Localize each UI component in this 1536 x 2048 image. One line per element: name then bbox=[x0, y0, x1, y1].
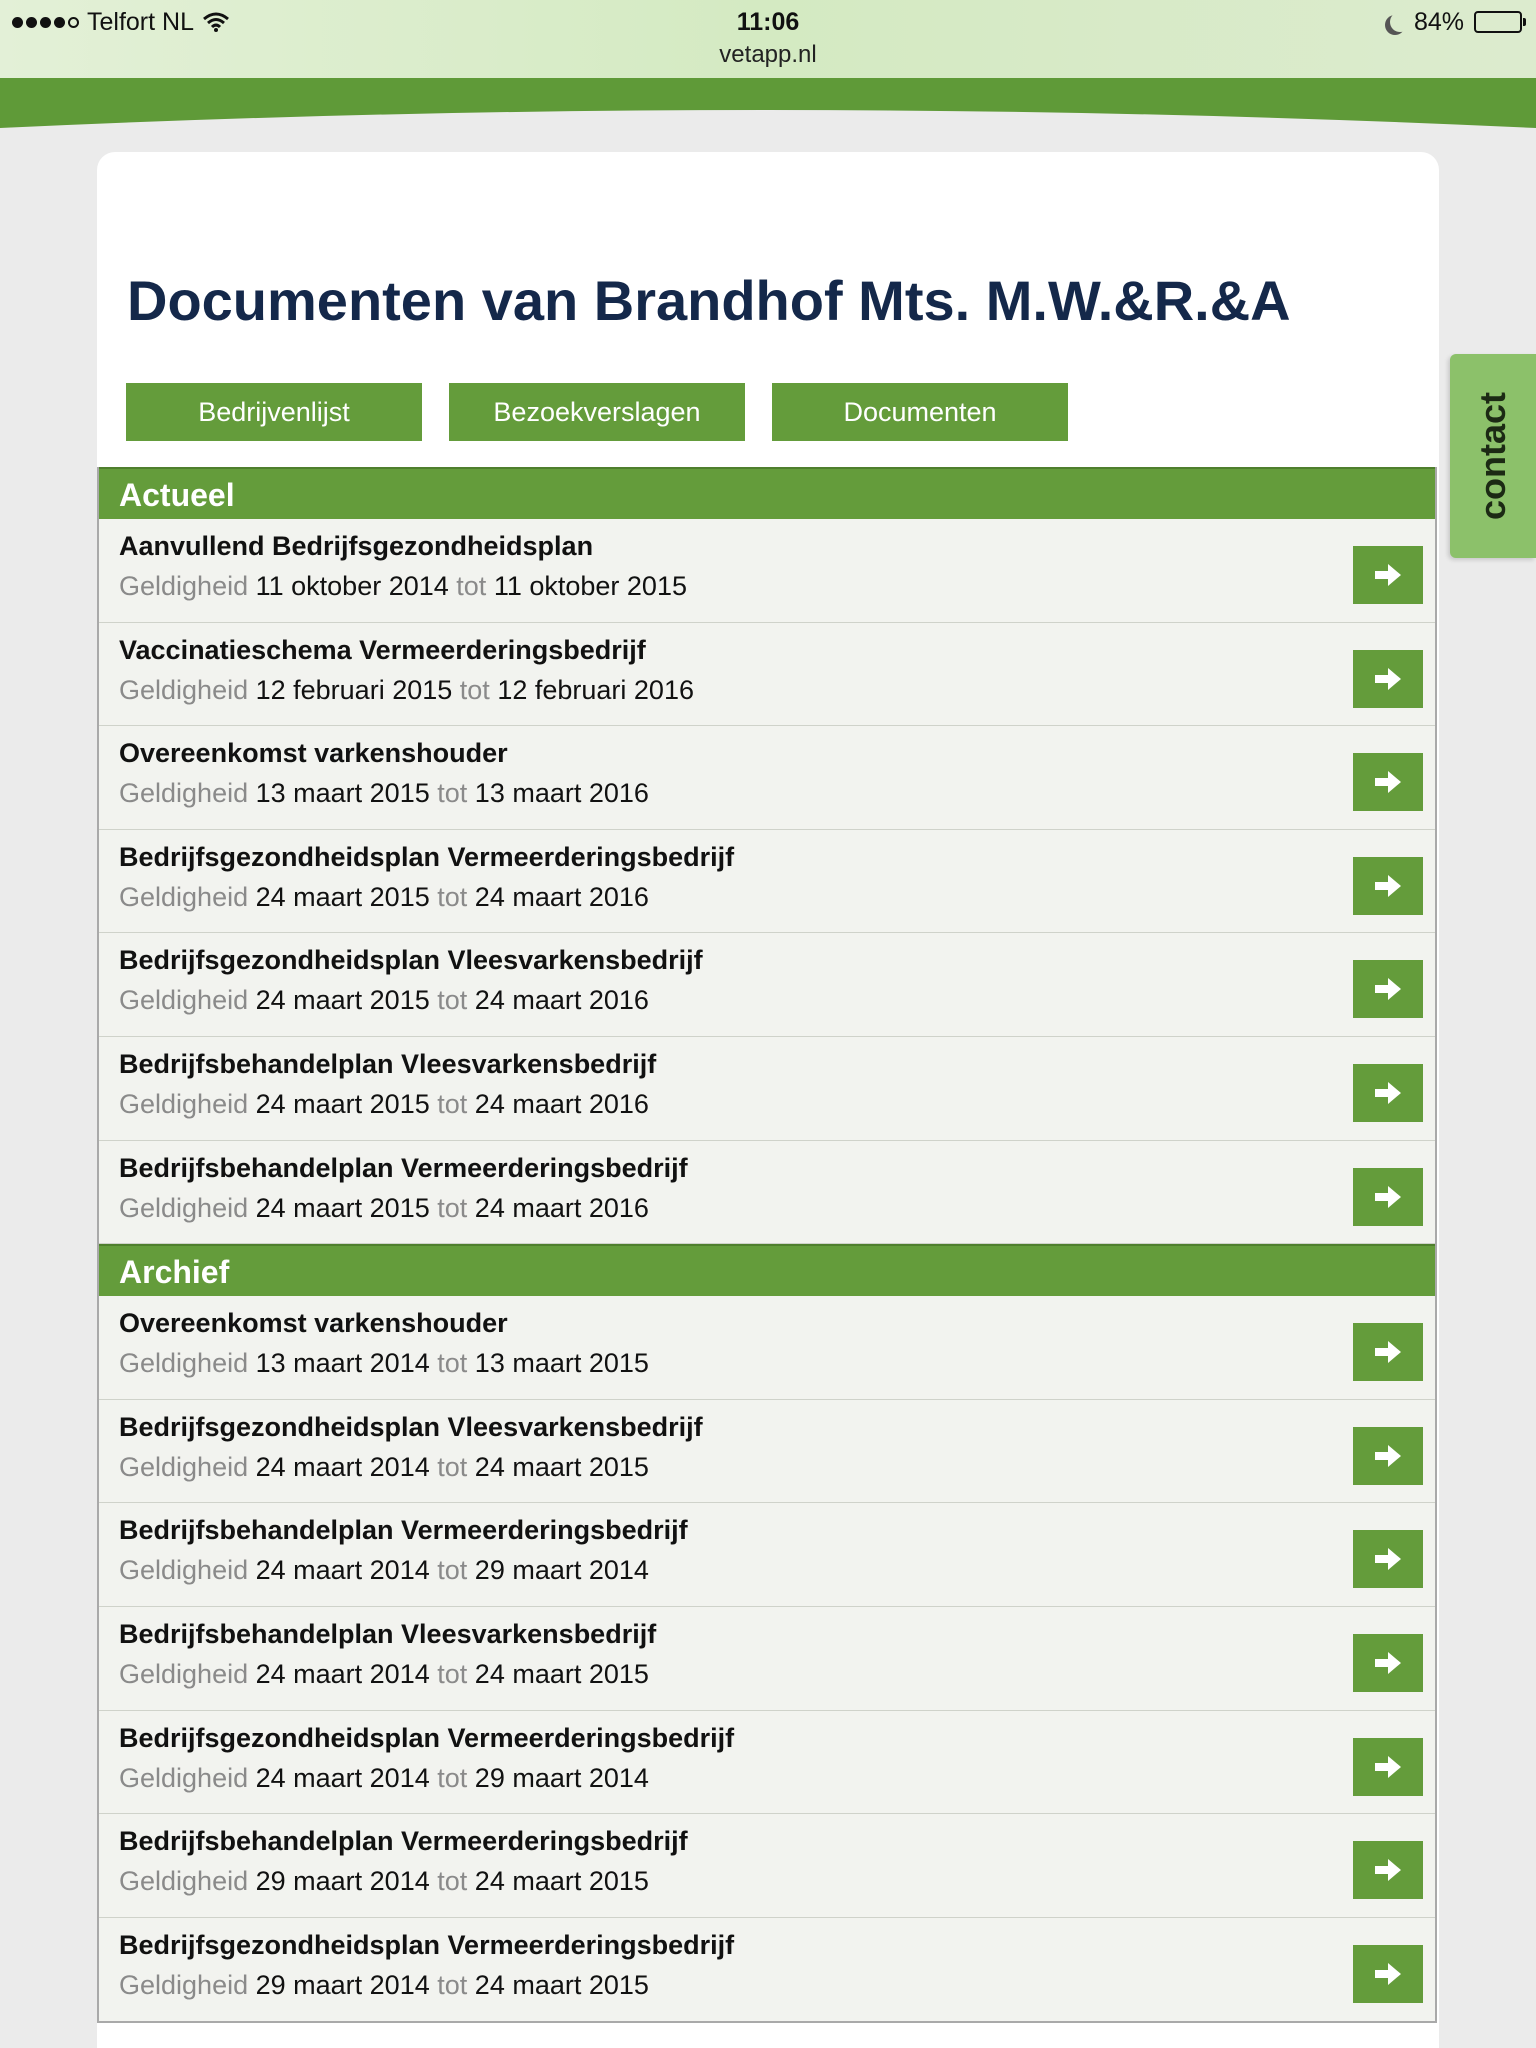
valid-to: 24 maart 2015 bbox=[474, 1658, 649, 1689]
valid-from: 24 maart 2015 bbox=[255, 985, 430, 1016]
bezoekverslagen-button[interactable]: Bezoekverslagen bbox=[449, 383, 745, 441]
valid-from: 24 maart 2015 bbox=[255, 881, 430, 912]
validity-label: Geldigheid bbox=[119, 1555, 249, 1586]
moon-icon bbox=[1390, 12, 1410, 32]
status-bar bbox=[0, 0, 1536, 80]
document-title: Overeenkomst varkenshouder bbox=[119, 1308, 508, 1339]
list-item[interactable] bbox=[99, 1814, 1435, 1918]
validity-label: Geldigheid bbox=[119, 1866, 249, 1897]
validity-label: Geldigheid bbox=[119, 1969, 249, 2000]
document-title: Bedrijfsbehandelplan Vleesvarkensbedrijf bbox=[119, 1618, 657, 1649]
documenten-button[interactable]: Documenten bbox=[772, 383, 1068, 441]
open-document-button[interactable] bbox=[1353, 960, 1423, 1018]
valid-from: 24 maart 2015 bbox=[255, 1088, 430, 1119]
validity-separator: tot bbox=[437, 881, 468, 912]
address-url[interactable]: vetapp.nl bbox=[719, 41, 817, 68]
document-title: Bedrijfsgezondheidsplan Vermeerderingsbedrijf bbox=[119, 841, 735, 872]
open-document-button[interactable] bbox=[1353, 1738, 1423, 1796]
validity-label: Geldigheid bbox=[119, 1192, 249, 1223]
validity-separator: tot bbox=[437, 1088, 468, 1119]
validity-separator: tot bbox=[437, 1762, 468, 1793]
battery-icon bbox=[1474, 11, 1522, 33]
validity-separator: tot bbox=[437, 985, 468, 1016]
open-document-button[interactable] bbox=[1353, 753, 1423, 811]
valid-to: 24 maart 2015 bbox=[474, 1451, 649, 1482]
valid-to: 24 maart 2016 bbox=[474, 881, 649, 912]
valid-from: 29 maart 2014 bbox=[255, 1866, 430, 1897]
list-item[interactable] bbox=[99, 1918, 1435, 2022]
valid-to: 24 maart 2015 bbox=[474, 1969, 649, 2000]
arrow-right-icon bbox=[1373, 769, 1403, 795]
document-title: Bedrijfsbehandelplan Vermeerderingsbedrijf bbox=[119, 1152, 688, 1183]
document-title: Bedrijfsbehandelplan Vermeerderingsbedrijf bbox=[119, 1826, 688, 1857]
contact-label: contact bbox=[1472, 391, 1513, 521]
list-item[interactable] bbox=[99, 623, 1435, 727]
valid-from: 24 maart 2014 bbox=[255, 1658, 430, 1689]
validity-separator: tot bbox=[437, 1348, 468, 1379]
validity-label: Geldigheid bbox=[119, 571, 249, 601]
validity-label: Geldigheid bbox=[119, 1658, 249, 1689]
list-item[interactable] bbox=[99, 1607, 1435, 1711]
valid-to: 12 februari 2016 bbox=[497, 674, 694, 705]
validity-separator: tot bbox=[437, 1451, 468, 1482]
validity-separator: tot bbox=[437, 1969, 468, 2000]
valid-to: 13 maart 2016 bbox=[474, 778, 649, 809]
validity-separator: tot bbox=[459, 674, 490, 705]
arrow-right-icon bbox=[1373, 1754, 1403, 1780]
valid-to: 24 maart 2016 bbox=[474, 1088, 649, 1119]
valid-to: 13 maart 2015 bbox=[474, 1348, 649, 1379]
list-item[interactable] bbox=[99, 519, 1435, 623]
arrow-right-icon bbox=[1373, 1857, 1403, 1883]
validity-label: Geldigheid bbox=[119, 881, 249, 912]
arrow-right-icon bbox=[1373, 562, 1403, 588]
document-validity bbox=[119, 1970, 649, 2001]
valid-from: 13 maart 2014 bbox=[255, 1348, 430, 1379]
valid-to: 24 maart 2016 bbox=[474, 1192, 649, 1223]
validity-separator: tot bbox=[437, 778, 468, 809]
content-card bbox=[97, 152, 1439, 2048]
arrow-right-icon bbox=[1373, 1650, 1403, 1676]
document-validity bbox=[119, 1555, 649, 1586]
open-document-button[interactable] bbox=[1353, 1427, 1423, 1485]
list-item[interactable] bbox=[99, 1400, 1435, 1504]
document-title: Bedrijfsbehandelplan Vermeerderingsbedrijf bbox=[119, 1515, 688, 1546]
carrier-name: Telfort NL bbox=[87, 7, 194, 36]
arrow-right-icon bbox=[1373, 1546, 1403, 1572]
valid-from: 24 maart 2014 bbox=[255, 1451, 430, 1482]
open-document-button[interactable] bbox=[1353, 1168, 1423, 1226]
open-document-button[interactable] bbox=[1353, 546, 1423, 604]
document-validity bbox=[119, 1193, 649, 1224]
arrow-right-icon bbox=[1373, 873, 1403, 899]
arrow-right-icon bbox=[1373, 666, 1403, 692]
document-title: Aanvullend Bedrijfsgezondheidsplan bbox=[119, 531, 594, 561]
validity-label: Geldigheid bbox=[119, 1451, 249, 1482]
validity-label: Geldigheid bbox=[119, 1762, 249, 1793]
arrow-right-icon bbox=[1373, 1184, 1403, 1210]
status-right bbox=[1384, 4, 1522, 40]
validity-separator: tot bbox=[437, 1555, 468, 1586]
arrow-right-icon bbox=[1373, 976, 1403, 1002]
validity-separator: tot bbox=[437, 1658, 468, 1689]
open-document-button[interactable] bbox=[1353, 650, 1423, 708]
contact-tab[interactable] bbox=[1450, 354, 1536, 558]
valid-from: 12 februari 2015 bbox=[255, 674, 453, 705]
document-title: Bedrijfsgezondheidsplan Vermeerderingsbedrijf bbox=[119, 1722, 735, 1753]
list-item[interactable] bbox=[99, 1503, 1435, 1607]
valid-from: 13 maart 2015 bbox=[255, 778, 430, 809]
battery-percent: 84% bbox=[1413, 7, 1464, 36]
document-validity bbox=[119, 985, 649, 1016]
document-validity bbox=[119, 1866, 649, 1897]
list-item[interactable] bbox=[99, 1037, 1435, 1141]
open-document-button[interactable] bbox=[1353, 1064, 1423, 1122]
page-title: Documenten van Brandhof Mts. M.W.&R.&A bbox=[127, 269, 1291, 332]
section-header-archief: Archief bbox=[99, 1244, 1435, 1296]
valid-to: 29 maart 2014 bbox=[474, 1555, 649, 1586]
open-document-button[interactable] bbox=[1353, 1945, 1423, 2003]
document-validity bbox=[119, 1348, 649, 1379]
valid-from: 24 maart 2015 bbox=[255, 1192, 430, 1223]
document-title: Bedrijfsbehandelplan Vleesvarkensbedrijf bbox=[119, 1048, 657, 1079]
arrow-right-icon bbox=[1373, 1961, 1403, 1987]
status-time: 11:06 bbox=[736, 8, 800, 36]
document-validity bbox=[119, 1089, 649, 1120]
open-document-button[interactable] bbox=[1353, 1530, 1423, 1588]
valid-from: 11 oktober 2014 bbox=[255, 571, 449, 601]
validity-separator: tot bbox=[437, 1866, 468, 1897]
validity-label: Geldigheid bbox=[119, 1348, 249, 1379]
document-title: Bedrijfsgezondheidsplan Vermeerderingsbedrijf bbox=[119, 1929, 735, 1960]
document-validity bbox=[119, 675, 694, 706]
validity-label: Geldigheid bbox=[119, 1088, 249, 1119]
open-document-button[interactable] bbox=[1353, 1323, 1423, 1381]
header-band bbox=[0, 78, 1536, 130]
validity-label: Geldigheid bbox=[119, 778, 249, 809]
valid-from: 24 maart 2014 bbox=[255, 1762, 430, 1793]
document-list bbox=[97, 467, 1437, 2023]
document-validity bbox=[119, 882, 649, 913]
list-item[interactable] bbox=[99, 726, 1435, 830]
document-title: Bedrijfsgezondheidsplan Vleesvarkensbedrijf bbox=[119, 945, 703, 976]
validity-label: Geldigheid bbox=[119, 674, 249, 705]
arrow-right-icon bbox=[1373, 1339, 1403, 1365]
open-document-button[interactable] bbox=[1353, 857, 1423, 915]
list-item[interactable] bbox=[99, 1296, 1435, 1400]
open-document-button[interactable] bbox=[1353, 1634, 1423, 1692]
validity-label: Geldigheid bbox=[119, 985, 249, 1016]
valid-to: 29 maart 2014 bbox=[474, 1762, 649, 1793]
list-item[interactable] bbox=[99, 1711, 1435, 1815]
arrow-right-icon bbox=[1373, 1080, 1403, 1106]
list-item[interactable] bbox=[99, 933, 1435, 1037]
document-validity bbox=[119, 1763, 649, 1794]
list-item[interactable] bbox=[99, 830, 1435, 934]
valid-to: 24 maart 2016 bbox=[474, 985, 649, 1016]
valid-to: 11 oktober 2015 bbox=[493, 571, 687, 601]
document-validity bbox=[119, 1659, 649, 1690]
valid-to: 24 maart 2015 bbox=[474, 1866, 649, 1897]
bedrijvenlijst-button[interactable]: Bedrijvenlijst bbox=[126, 383, 422, 441]
document-validity bbox=[119, 778, 649, 809]
document-title: Bedrijfsgezondheidsplan Vleesvarkensbedrijf bbox=[119, 1411, 703, 1442]
document-validity bbox=[119, 1452, 649, 1483]
arrow-right-icon bbox=[1373, 1443, 1403, 1469]
validity-separator: tot bbox=[456, 571, 487, 601]
document-validity bbox=[119, 571, 687, 602]
list-item[interactable] bbox=[99, 1141, 1435, 1245]
validity-separator: tot bbox=[437, 1192, 468, 1223]
document-title: Vaccinatieschema Vermeerderingsbedrijf bbox=[119, 634, 646, 665]
open-document-button[interactable] bbox=[1353, 1841, 1423, 1899]
document-title: Overeenkomst varkenshouder bbox=[119, 738, 508, 769]
valid-from: 29 maart 2014 bbox=[255, 1969, 430, 2000]
valid-from: 24 maart 2014 bbox=[255, 1555, 430, 1586]
section-header-actueel: Actueel bbox=[99, 467, 1435, 519]
